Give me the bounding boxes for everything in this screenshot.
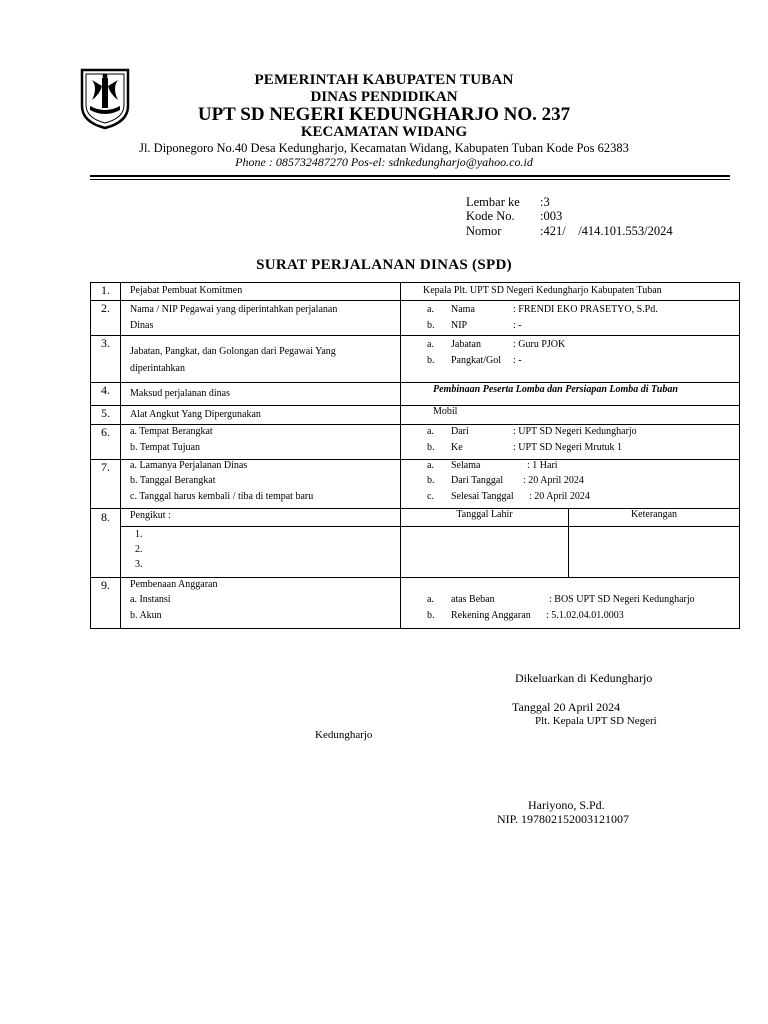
row-label: Alat Angkut Yang Dipergunakan <box>121 406 401 425</box>
letterhead-school: UPT SD NEGERI KEDUNGHARJO NO. 237 <box>197 104 571 125</box>
row-number: 1. <box>91 283 121 301</box>
code-value: :003 <box>540 209 563 223</box>
spd-table <box>90 282 740 629</box>
number-value: :421/ /414.101.553/2024 <box>540 224 673 238</box>
row-label: Pembenaan Anggaran a. Instansi b. Akun <box>121 578 401 629</box>
letterhead-district: KECAMATAN WIDANG <box>300 124 468 140</box>
column-header-birthdate: Tanggal Lahir <box>401 509 569 527</box>
follower-birthdate-cell <box>401 527 569 578</box>
follower-list: 1. 2. 3. <box>121 527 401 578</box>
row-value: Mobil <box>401 406 740 425</box>
row-number: 5. <box>91 406 121 425</box>
row-label: a. Tempat Berangkat b. Tempat Tujuan <box>121 425 401 460</box>
row-number: 8. <box>91 509 121 578</box>
code-label: Kode No. <box>466 209 515 223</box>
table-row <box>91 460 740 509</box>
row-number: 3. <box>91 336 121 383</box>
table-row <box>91 383 740 406</box>
table-row <box>91 336 740 383</box>
follower-remarks-cell <box>569 527 740 578</box>
table-row <box>91 509 740 527</box>
letterhead-rule-thin <box>90 179 730 180</box>
sheet-label: Lembar ke <box>466 195 520 209</box>
table-row <box>91 301 740 336</box>
letterhead-contact: Phone : 085732487270 Pos-el: sdnkedungharjo@yahoo.co.id <box>235 155 533 169</box>
table-row <box>91 425 740 460</box>
table-row <box>91 527 740 578</box>
row-value: Kepala Plt. UPT SD Negeri Kedungharjo Kabupaten Tuban <box>401 283 740 301</box>
sheet-value: :3 <box>540 195 550 209</box>
signer-name: Hariyono, S.Pd. <box>528 798 605 812</box>
row-label: Maksud perjalanan dinas <box>121 383 401 406</box>
row-label: a. Lamanya Perjalanan Dinas b. Tanggal Berangkat c. Tanggal harus kembali / tiba di tempat baru <box>121 460 401 509</box>
letterhead-agency: DINAS PENDIDIKAN <box>310 89 458 105</box>
table-row <box>91 578 740 629</box>
document-meta <box>466 195 706 243</box>
row-label: Pengikut : <box>121 509 401 527</box>
row-value: a. Dari : UPT SD Negeri Kedungharjo b. Ke : UPT SD Negeri Mrutuk 1 <box>401 425 740 460</box>
signer-place: Kedungharjo <box>315 729 373 741</box>
row-number: 7. <box>91 460 121 509</box>
row-number: 9. <box>91 578 121 629</box>
row-value: a. atas Beban : BOS UPT SD Negeri Kedungharjo b. Rekening Anggaran : 5.1.02.04.01.0003 <box>401 578 740 629</box>
number-label: Nomor <box>466 224 502 238</box>
row-label: Pejabat Pembuat Komitmen <box>121 283 401 301</box>
letterhead-government: PEMERINTAH KABUPATEN TUBAN <box>254 72 514 88</box>
issued-date: Tanggal 20 April 2024 <box>512 700 621 714</box>
document-title: SURAT PERJALANAN DINAS (SPD) <box>256 257 512 273</box>
row-number: 2. <box>91 301 121 336</box>
row-value: a. Nama : FRENDI EKO PRASETYO, S.Pd. b. NIP : - <box>401 301 740 336</box>
row-value: a. Selama : 1 Hari b. Dari Tanggal : 20 April 2024 c. Selesai Tanggal : 20 April 2024 <box>401 460 740 509</box>
row-number: 6. <box>91 425 121 460</box>
signer-nip: NIP. 197802152003121007 <box>497 812 630 826</box>
issued-at: Dikeluarkan di Kedungharjo <box>515 671 653 685</box>
table-row <box>91 283 740 301</box>
letterhead-address: Jl. Diponegoro No.40 Desa Kedungharjo, Kecamatan Widang, Kabupaten Tuban Kode Pos 62383 <box>139 141 629 155</box>
row-number: 4. <box>91 383 121 406</box>
column-header-remarks: Keterangan <box>569 509 740 527</box>
signer-position: Plt. Kepala UPT SD Negeri <box>535 715 657 727</box>
row-value: Pembinaan Peserta Lomba dan Persiapan Lomba di Tuban <box>401 383 740 406</box>
row-value: a. Jabatan : Guru PJOK b. Pangkat/Gol : - <box>401 336 740 383</box>
row-label: Jabatan, Pangkat, dan Golongan dari Pegawai Yang diperintahkan <box>121 336 401 383</box>
row-label: Nama / NIP Pegawai yang diperintahkan perjalanan Dinas <box>121 301 401 336</box>
letterhead-rule-thick <box>90 175 730 177</box>
table-row <box>91 406 740 425</box>
